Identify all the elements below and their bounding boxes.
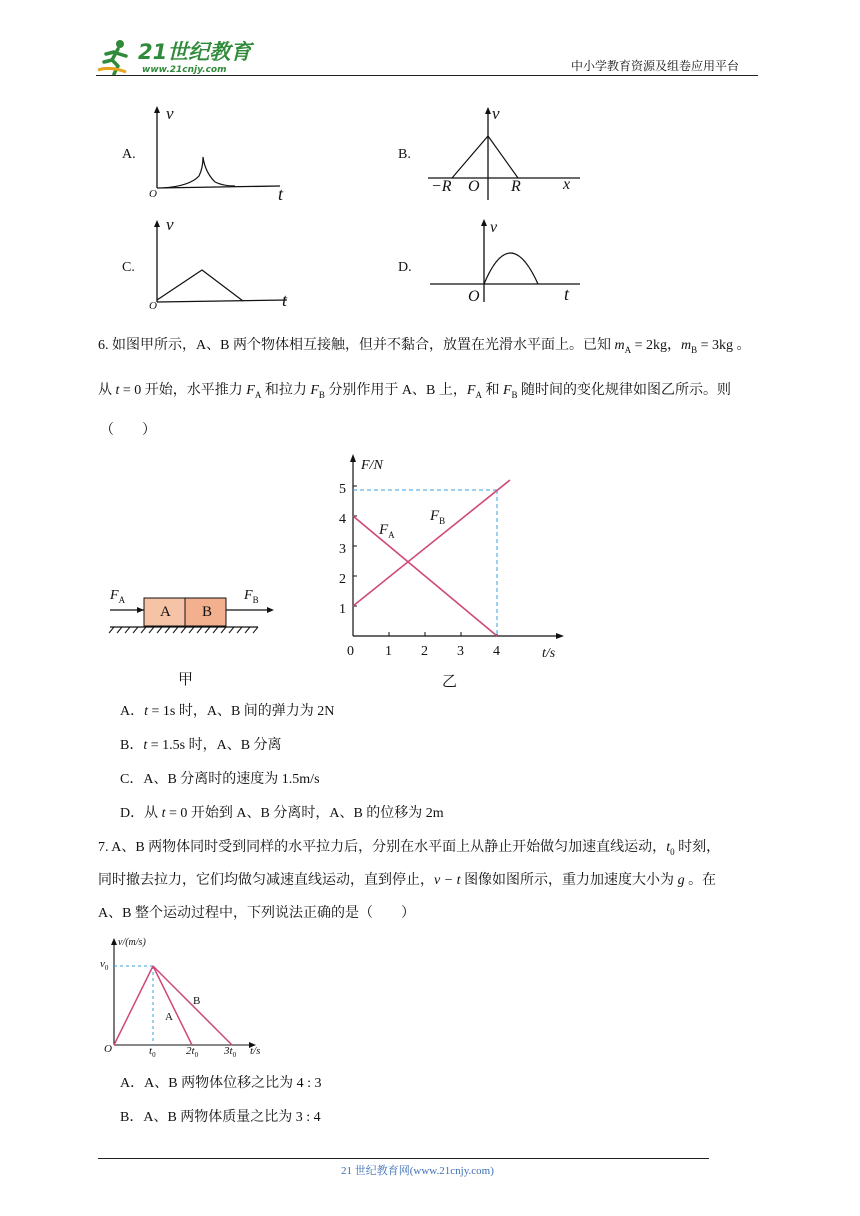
q5-d-origin: O <box>468 288 480 305</box>
yi-x-tick-4: 4 <box>493 644 500 659</box>
q7-origin: O <box>104 1043 112 1055</box>
yi-fb-label: $F_B$ <box>430 508 446 526</box>
jia-block-a-label: A <box>160 604 171 620</box>
q5-d-v: v <box>490 219 498 236</box>
q6-line-1: 6. 如图甲所示，A、B 两个物体相互接触，但并不黏合，放置在光滑水平面上。已知 $m_A = 2kg$，$m_B = 3kg$ 。 <box>98 338 751 355</box>
q7-option-b: B．A、B 两物体质量之比为 3 : 4 <box>120 1110 321 1125</box>
fb-line <box>353 480 510 606</box>
q5-option-c-letter: C. <box>122 260 135 275</box>
q7-line-b-label: B <box>193 995 201 1007</box>
q5-option-a-letter: A. <box>122 147 136 162</box>
q5-c-v: v <box>166 215 174 234</box>
yi-x-tick-2: 2 <box>421 644 428 659</box>
q7-figure <box>100 935 270 1060</box>
platform-title: 中小学教育资源及组卷应用平台 <box>571 59 740 73</box>
runner-logo-icon <box>96 38 136 78</box>
q6-line-3: （ ） <box>100 423 156 438</box>
q7-t0-label: $t_0$ <box>149 1045 156 1060</box>
yi-y-label: F/N <box>361 458 383 473</box>
jia-caption: 甲 <box>178 670 194 688</box>
a-decel-line <box>153 966 192 1045</box>
q7-x-label: t/s <box>250 1045 261 1057</box>
q7-2t0-label: $2t_0$ <box>186 1045 199 1060</box>
yi-x-tick-0: 0 <box>347 644 354 659</box>
y-ticks <box>353 486 357 606</box>
yi-y-tick-5: 5 <box>339 482 346 497</box>
q5-b-origin: O <box>468 178 480 195</box>
yi-fa-label: $F_A$ <box>379 522 395 540</box>
q5-b-v: v <box>492 104 500 123</box>
q6-option-d: D．从 t = 0 开始到 A、B 分离时，A、B 的位移为 2m <box>120 806 444 821</box>
footer-text[interactable]: 21 世纪教育网(www.21cnjy.com) <box>341 1165 494 1177</box>
q7-line-a-label: A <box>165 1011 173 1023</box>
q6-option-c: C．A、B 分离时的速度为 1.5m/s <box>120 772 320 787</box>
jia-fa-label: $F_A$ <box>110 588 126 605</box>
logo-url: www.21cnjy.com <box>142 65 227 75</box>
q7-option-a: A．A、B 两物体位移之比为 4 : 3 <box>120 1076 322 1091</box>
yi-x-label: t/s <box>542 646 556 661</box>
q6-line-2: 从 t = 0 开始，水平推力 $F_A$ 和拉力 $F_B$ 分别作用于 A、B 上，$F_A$ 和 $F_B$ 随时间的变化规律如图乙所示。则 <box>98 383 732 400</box>
yi-x-tick-3: 3 <box>457 644 464 659</box>
q5-a-origin: O <box>149 188 157 200</box>
q7-line-2: 同时撤去拉力，它们均做匀减速直线运动，直到停止，v − t 图像如图所示，重力加速度大小为 g 。在 <box>98 873 717 888</box>
q7-line-1: 7. A、B 两物体同时受到同样的水平拉力后，分别在水平面上从静止开始做匀加速直线运动，$t_0$ 时刻， <box>98 840 721 857</box>
yi-caption: 乙 <box>442 672 458 690</box>
q5-b-r: R <box>511 178 521 195</box>
yi-y-tick-2: 2 <box>339 572 346 587</box>
q6-option-b: B．t = 1.5s 时，A、B 分离 <box>120 738 282 753</box>
jia-fb-label: $F_B$ <box>244 588 259 605</box>
q5-a-v: v <box>166 104 174 123</box>
q7-line-3: A、B 整个运动过程中，下列说法正确的是（ ） <box>98 906 415 921</box>
header-logo <box>96 38 266 78</box>
accel-line <box>114 966 153 1045</box>
yi-y-tick-1: 1 <box>339 602 346 617</box>
jia-block-b-label: B <box>202 604 213 620</box>
fa-line <box>353 516 497 636</box>
q7-v0-label: $v_0$ <box>100 958 109 973</box>
q7-y-label: v/(m/s) <box>118 937 146 948</box>
q6-option-a: A．t = 1s 时，A、B 间的弹力为 2N <box>120 704 335 719</box>
logo-text: 21世纪教育 <box>138 40 252 64</box>
q7-3t0-label: $3t_0$ <box>224 1045 237 1060</box>
q5-b-x: x <box>563 176 571 193</box>
yi-x-tick-1: 1 <box>385 644 392 659</box>
yi-y-tick-3: 3 <box>339 542 346 557</box>
q5-a-t: t <box>278 184 284 204</box>
q5-d-t: t <box>564 284 570 304</box>
q5-c-origin: O <box>149 300 157 312</box>
q6-figure-yi <box>320 450 580 660</box>
q5-option-d-letter: D. <box>398 260 412 275</box>
q5-option-b-letter: B. <box>398 147 411 162</box>
q5-b-neg-r: −R <box>431 178 452 195</box>
yi-y-tick-4: 4 <box>339 512 346 527</box>
footer-rule <box>98 1158 709 1159</box>
header-rule <box>96 75 758 76</box>
q5-c-t: t <box>282 290 288 310</box>
